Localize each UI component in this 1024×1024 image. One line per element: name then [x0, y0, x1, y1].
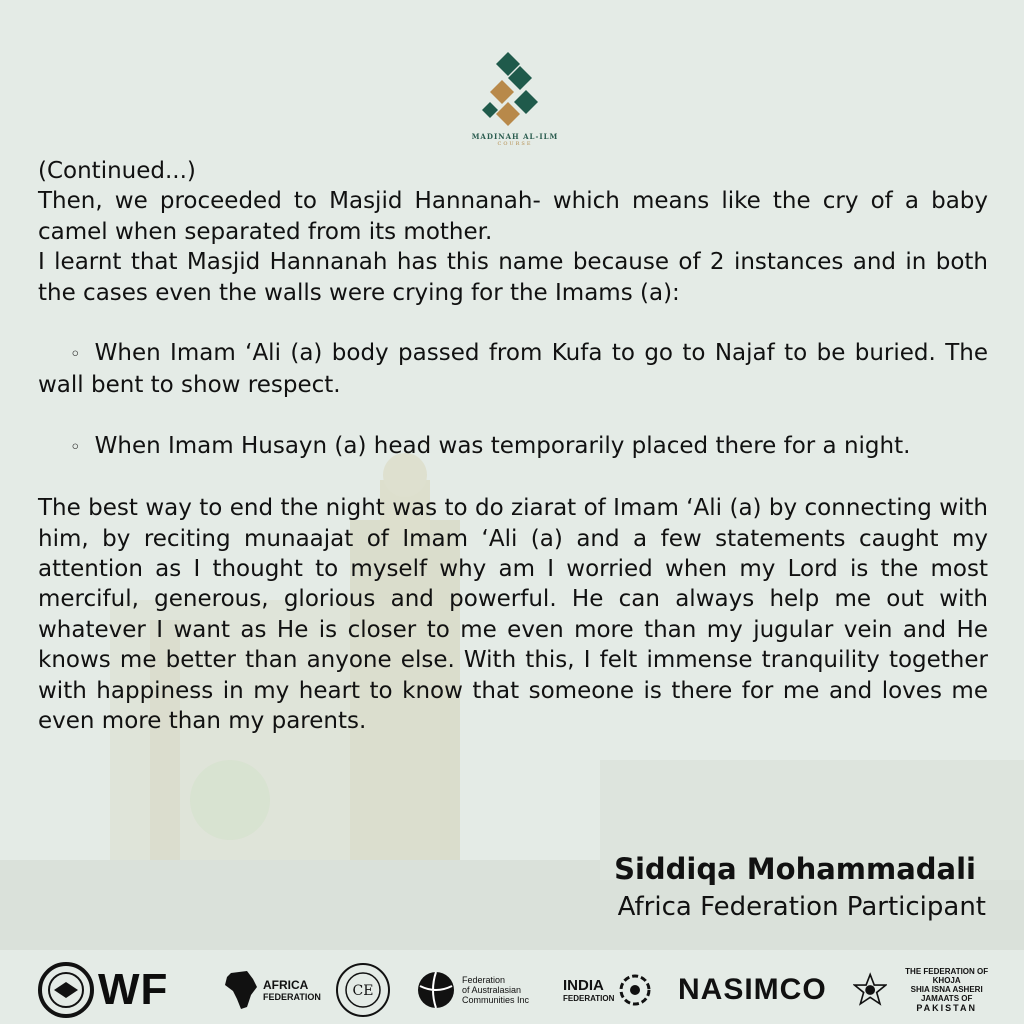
pak-line-1: THE FEDERATION OF KHOJA	[905, 967, 989, 985]
pakistan-federation-logo	[853, 960, 998, 1020]
federation-label: FEDERATION	[263, 992, 321, 1002]
wf-logo	[38, 960, 168, 1020]
pak-line-3: PAKISTAN	[916, 1003, 977, 1013]
council-seal-icon	[332, 961, 394, 1019]
bullet-circle-icon: ◦	[70, 344, 81, 366]
india-federation-logo	[563, 960, 652, 1020]
bullet-circle-icon: ◦	[70, 436, 81, 458]
madinah-al-ilm-logo	[470, 50, 560, 160]
nasimco-logo	[678, 960, 827, 1020]
european-council-logo	[332, 960, 394, 1020]
reflection-text	[38, 156, 988, 737]
india-federation-label: FEDERATION	[563, 994, 615, 1003]
aus-line-3: Communities Inc	[462, 995, 530, 1005]
pak-line-2: SHIA ISNA ASHERI JAMAATS OF	[910, 985, 983, 1003]
pakistan-emblem-icon	[853, 969, 887, 1011]
paragraph-2: I learnt that Masjid Hannanah has this name because of 2 instances and in both the cases even the walls were crying for the Imams (a):	[38, 249, 988, 306]
participant-name: Siddiqa Mohammadali	[614, 852, 976, 886]
participant-role: Africa Federation Participant	[617, 892, 986, 922]
signature-block	[614, 852, 986, 922]
australasian-federation-logo	[416, 960, 529, 1020]
continued-label: (Continued...)	[38, 158, 196, 184]
bullet-text: When Imam ‘Ali (a) body passed from Kufa to go to Najaf to be buried. The wall bent to show respect.	[38, 340, 988, 399]
africa-label: AFRICA	[263, 978, 309, 992]
aus-line-1: Federation	[462, 975, 506, 985]
logo-title: MADINAH AL-ILM	[471, 132, 559, 141]
wf-text: WF	[98, 965, 169, 1014]
svg-text:CE: CE	[352, 983, 374, 999]
africa-federation-logo	[223, 960, 321, 1020]
india-emblem-icon	[618, 973, 652, 1007]
basketball-globe-icon	[416, 970, 456, 1010]
africa-map-icon	[223, 969, 259, 1011]
bullet-item	[38, 431, 988, 463]
india-label: INDIA	[563, 977, 604, 994]
nasimco-text: NASIMCO	[678, 973, 827, 1006]
paragraph-3: The best way to end the night was to do ziarat of Imam ‘Ali (a) by connecting with him, by reciting munaajat of Imam ‘Ali (a) and a few statements caught my attention as I thought to myself why am I worried when my Lord is the most merciful, generous, glorious and powerful. He can always help me out with whatever I want as He is closer to me even more than my jugular vein and He knows me better than anyone else. With this, I felt immense tranquility together with happiness in my heart to know that someone is there for me and loves me even more than my parents.	[38, 495, 988, 735]
bullet-text: When Imam Husayn (a) head was temporarily placed there for a night.	[94, 432, 911, 459]
partner-logos-footer	[38, 960, 998, 1020]
aus-line-2: of Australasian	[462, 985, 522, 995]
logo-subtitle: COURSE	[497, 141, 533, 147]
wf-emblem-icon	[38, 962, 94, 1018]
calligraphy-logo-icon	[480, 50, 550, 130]
bullet-item	[38, 338, 988, 401]
paragraph-1: Then, we proceeded to Masjid Hannanah- which means like the cry of a baby camel when separated from its mother.	[38, 188, 988, 245]
